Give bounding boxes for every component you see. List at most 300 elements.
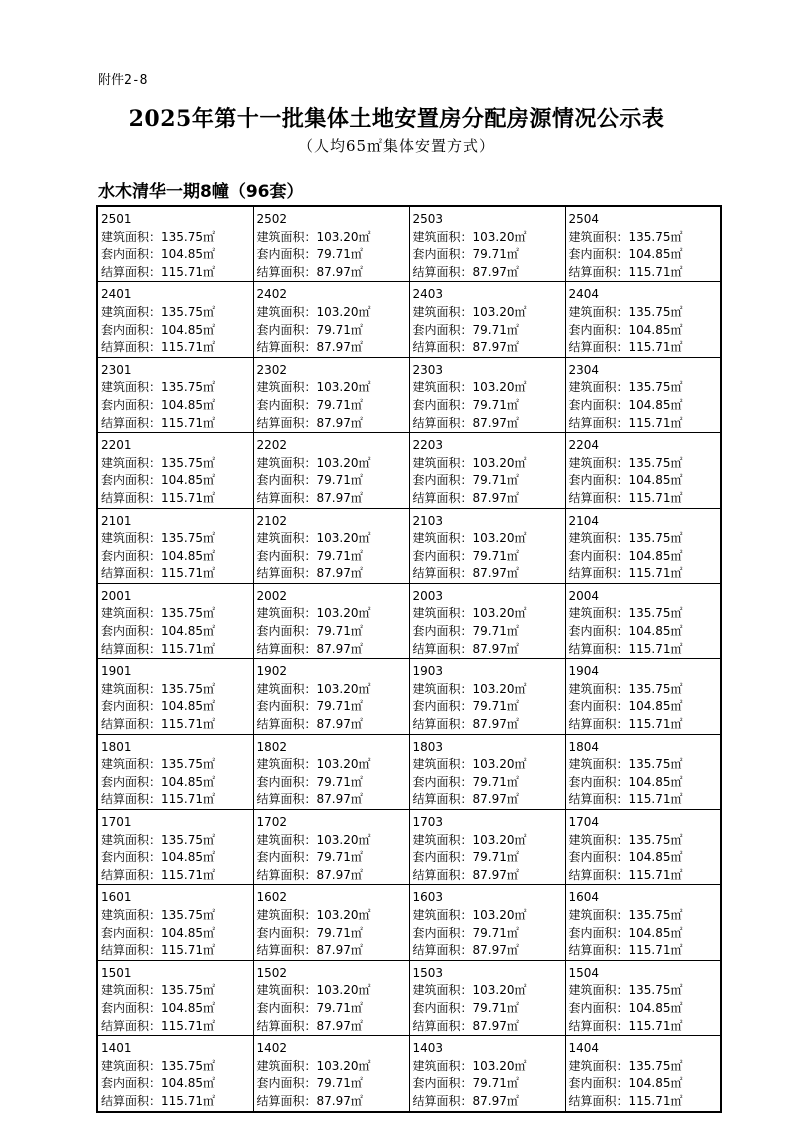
- settlement-area-value: 87.97㎡: [472, 717, 519, 732]
- unit-cell: [253, 206, 409, 282]
- room-number: 1701: [101, 815, 132, 829]
- settlement-area-label: 结算面积：: [412, 792, 473, 807]
- interior-area-value: 79.71㎡: [472, 397, 519, 412]
- settlement-area-label: 结算面积：: [101, 641, 162, 656]
- settlement-area-label: 结算面积：: [412, 415, 473, 430]
- building-area-line: [569, 455, 721, 473]
- settlement-area-label: 结算面积：: [568, 943, 629, 958]
- interior-area-value: 79.71㎡: [472, 850, 519, 865]
- room-number: 2202: [256, 438, 288, 453]
- settlement-area-label: 结算面积：: [256, 340, 317, 355]
- interior-area-line: [257, 1075, 409, 1093]
- unit-cell: [565, 508, 721, 583]
- interior-area-value: 104.85㎡: [628, 322, 683, 337]
- interior-area-line: [569, 1000, 721, 1018]
- settlement-area-label: 结算面积：: [101, 1018, 162, 1033]
- unit-cell: [97, 960, 253, 1035]
- interior-area-line: [257, 322, 409, 340]
- room-number: 1403: [412, 1041, 444, 1056]
- settlement-area-line: [257, 791, 409, 809]
- building-area-line: [569, 304, 721, 322]
- building-area-value: 103.20㎡: [472, 681, 527, 696]
- unit-cell: [97, 206, 253, 282]
- building-area-line: [413, 756, 565, 774]
- building-area-line: [569, 229, 721, 247]
- interior-area-label: 套内面积：: [568, 473, 629, 488]
- interior-area-label: 套内面积：: [568, 850, 629, 865]
- room-number: 2101: [101, 513, 132, 528]
- building-area-value: 103.20㎡: [316, 907, 371, 922]
- building-area-line: [101, 455, 253, 473]
- interior-area-value: 104.85㎡: [628, 473, 683, 488]
- settlement-area-line: [101, 415, 253, 433]
- room-number: 1502: [256, 965, 288, 980]
- interior-area-line: [101, 849, 253, 867]
- building-area-line: [101, 530, 253, 548]
- settlement-area-label: 结算面积：: [101, 490, 162, 505]
- building-area-value: 135.75㎡: [161, 1058, 216, 1073]
- settlement-area-label: 结算面积：: [101, 415, 162, 430]
- table-row: [97, 282, 721, 357]
- settlement-area-value: 87.97㎡: [316, 566, 363, 581]
- settlement-area-value: 87.97㎡: [316, 415, 363, 430]
- building-area-value: 135.75㎡: [628, 229, 683, 244]
- building-area-label: 建筑面积：: [101, 455, 162, 470]
- interior-area-line: [101, 1075, 253, 1093]
- room-number: 1802: [256, 739, 288, 754]
- settlement-area-line: [101, 264, 253, 282]
- settlement-area-line: [413, 490, 565, 508]
- interior-area-value: 79.71㎡: [316, 925, 363, 940]
- settlement-area-value: 115.71㎡: [628, 415, 683, 430]
- settlement-area-value: 115.71㎡: [161, 490, 216, 505]
- settlement-area-line: [569, 641, 721, 659]
- settlement-area-value: 115.71㎡: [161, 1018, 216, 1033]
- settlement-area-line: [569, 1093, 721, 1111]
- settlement-area-value: 87.97㎡: [316, 717, 363, 732]
- building-area-label: 建筑面积：: [568, 1058, 629, 1073]
- interior-area-label: 套内面积：: [412, 473, 473, 488]
- settlement-area-label: 结算面积：: [568, 1018, 629, 1033]
- settlement-area-value: 115.71㎡: [628, 792, 683, 807]
- settlement-area-label: 结算面积：: [412, 1018, 473, 1033]
- building-area-value: 135.75㎡: [628, 907, 683, 922]
- building-area-line: [569, 756, 721, 774]
- settlement-area-label: 结算面积：: [256, 490, 317, 505]
- settlement-area-value: 87.97㎡: [472, 792, 519, 807]
- unit-cell: [565, 206, 721, 282]
- building-area-label: 建筑面积：: [256, 229, 317, 244]
- settlement-area-label: 结算面积：: [568, 867, 629, 882]
- building-area-line: [101, 982, 253, 1000]
- building-area-value: 135.75㎡: [161, 380, 216, 395]
- building-area-line: [101, 304, 253, 322]
- room-number: 1501: [101, 965, 132, 980]
- interior-area-label: 套内面积：: [101, 322, 162, 337]
- building-area-line: [413, 304, 565, 322]
- interior-area-label: 套内面积：: [412, 1000, 473, 1015]
- room-number: 2203: [412, 438, 444, 453]
- building-area-label: 建筑面积：: [101, 1058, 162, 1073]
- building-area-value: 135.75㎡: [628, 681, 683, 696]
- settlement-area-value: 87.97㎡: [316, 792, 363, 807]
- building-area-line: [101, 907, 253, 925]
- settlement-area-label: 结算面积：: [101, 340, 162, 355]
- building-area-value: 135.75㎡: [628, 832, 683, 847]
- building-area-line: [569, 982, 721, 1000]
- interior-area-label: 套内面积：: [101, 473, 162, 488]
- building-area-line: [413, 681, 565, 699]
- settlement-area-label: 结算面积：: [412, 943, 473, 958]
- building-area-label: 建筑面积：: [101, 531, 162, 546]
- building-area-value: 135.75㎡: [628, 1058, 683, 1073]
- interior-area-label: 套内面积：: [256, 624, 317, 639]
- interior-area-value: 104.85㎡: [161, 624, 216, 639]
- interior-area-label: 套内面积：: [256, 699, 317, 714]
- unit-cell: [409, 583, 565, 658]
- building-area-label: 建筑面积：: [101, 229, 162, 244]
- interior-area-value: 104.85㎡: [628, 850, 683, 865]
- building-area-value: 103.20㎡: [472, 606, 527, 621]
- building-area-label: 建筑面积：: [568, 757, 629, 772]
- unit-cell: [97, 282, 253, 357]
- interior-area-value: 79.71㎡: [316, 247, 363, 262]
- settlement-area-value: 87.97㎡: [472, 340, 519, 355]
- settlement-area-label: 结算面积：: [256, 717, 317, 732]
- interior-area-label: 套内面积：: [256, 774, 317, 789]
- building-area-label: 建筑面积：: [412, 983, 473, 998]
- interior-area-label: 套内面积：: [256, 397, 317, 412]
- settlement-area-value: 87.97㎡: [316, 1093, 363, 1108]
- building-area-label: 建筑面积：: [101, 832, 162, 847]
- building-area-value: 103.20㎡: [316, 380, 371, 395]
- interior-area-line: [413, 623, 565, 641]
- room-number: 2304: [568, 362, 600, 377]
- settlement-area-value: 115.71㎡: [628, 867, 683, 882]
- building-area-line: [257, 304, 409, 322]
- room-number: 2003: [412, 588, 444, 603]
- interior-area-line: [101, 698, 253, 716]
- settlement-area-line: [101, 716, 253, 734]
- building-area-label: 建筑面积：: [101, 907, 162, 922]
- unit-cell: [565, 810, 721, 885]
- interior-area-value: 104.85㎡: [161, 1076, 216, 1091]
- page-title: 2025年第十一批集体土地安置房分配房源情况公示表: [128, 106, 665, 132]
- building-area-label: 建筑面积：: [412, 304, 473, 319]
- interior-area-label: 套内面积：: [568, 624, 629, 639]
- interior-area-label: 套内面积：: [256, 850, 317, 865]
- interior-area-label: 套内面积：: [568, 247, 629, 262]
- building-area-value: 103.20㎡: [472, 983, 527, 998]
- settlement-area-line: [101, 565, 253, 583]
- settlement-area-value: 115.71㎡: [161, 264, 216, 279]
- interior-area-label: 套内面积：: [101, 699, 162, 714]
- building-area-line: [257, 455, 409, 473]
- interior-area-line: [569, 849, 721, 867]
- building-area-label: 建筑面积：: [256, 531, 317, 546]
- interior-area-label: 套内面积：: [256, 247, 317, 262]
- settlement-area-label: 结算面积：: [101, 264, 162, 279]
- settlement-area-value: 115.71㎡: [161, 415, 216, 430]
- unit-cell: [253, 1036, 409, 1112]
- settlement-area-line: [257, 1093, 409, 1111]
- settlement-area-label: 结算面积：: [256, 415, 317, 430]
- settlement-area-line: [413, 565, 565, 583]
- unit-cell: [97, 885, 253, 960]
- interior-area-line: [101, 322, 253, 340]
- settlement-area-value: 115.71㎡: [161, 943, 216, 958]
- settlement-area-label: 结算面积：: [256, 264, 317, 279]
- table-row: [97, 885, 721, 960]
- room-number: 1901: [101, 664, 132, 679]
- room-number: 2501: [101, 212, 132, 226]
- unit-cell: [409, 659, 565, 734]
- building-area-value: 135.75㎡: [628, 983, 683, 998]
- interior-area-line: [257, 849, 409, 867]
- room-number: 1902: [256, 664, 288, 679]
- building-area-label: 建筑面积：: [412, 380, 473, 395]
- unit-cell: [565, 659, 721, 734]
- interior-area-label: 套内面积：: [568, 1000, 629, 1015]
- housing-table: [96, 205, 722, 1113]
- building-area-line: [257, 832, 409, 850]
- building-area-value: 135.75㎡: [628, 380, 683, 395]
- building-area-line: [569, 907, 721, 925]
- interior-area-line: [257, 925, 409, 943]
- building-area-value: 103.20㎡: [316, 983, 371, 998]
- building-area-value: 103.20㎡: [472, 907, 527, 922]
- building-area-line: [413, 530, 565, 548]
- table-row: [97, 960, 721, 1035]
- room-number: 2201: [101, 438, 132, 453]
- building-area-line: [257, 530, 409, 548]
- unit-cell: [253, 659, 409, 734]
- interior-area-label: 套内面积：: [101, 1000, 162, 1015]
- settlement-area-label: 结算面积：: [101, 792, 162, 807]
- table-row: [97, 810, 721, 885]
- interior-area-value: 79.71㎡: [316, 1076, 363, 1091]
- interior-area-label: 套内面积：: [568, 548, 629, 563]
- unit-cell: [565, 282, 721, 357]
- building-area-value: 135.75㎡: [161, 606, 216, 621]
- table-row: [97, 1036, 721, 1112]
- settlement-area-value: 115.71㎡: [628, 943, 683, 958]
- settlement-area-label: 结算面积：: [412, 867, 473, 882]
- unit-cell: [253, 810, 409, 885]
- settlement-area-value: 115.71㎡: [161, 717, 216, 732]
- interior-area-label: 套内面积：: [101, 774, 162, 789]
- unit-cell: [409, 960, 565, 1035]
- settlement-area-line: [101, 942, 253, 960]
- building-area-value: 103.20㎡: [316, 455, 371, 470]
- building-area-line: [413, 982, 565, 1000]
- building-area-label: 建筑面积：: [412, 907, 473, 922]
- interior-area-value: 104.85㎡: [628, 1000, 683, 1015]
- settlement-area-value: 87.97㎡: [472, 867, 519, 882]
- settlement-area-value: 115.71㎡: [628, 566, 683, 581]
- interior-area-value: 104.85㎡: [628, 624, 683, 639]
- interior-area-value: 79.71㎡: [316, 322, 363, 337]
- building-area-label: 建筑面积：: [256, 983, 317, 998]
- building-area-value: 135.75㎡: [628, 531, 683, 546]
- interior-area-line: [101, 472, 253, 490]
- settlement-area-label: 结算面积：: [568, 1093, 629, 1108]
- settlement-area-line: [569, 942, 721, 960]
- settlement-area-label: 结算面积：: [568, 264, 629, 279]
- room-number: 1404: [568, 1041, 600, 1056]
- interior-area-line: [413, 397, 565, 415]
- building-area-value: 135.75㎡: [161, 681, 216, 696]
- unit-cell: [97, 1036, 253, 1112]
- interior-area-value: 79.71㎡: [316, 548, 363, 563]
- interior-area-label: 套内面积：: [101, 1076, 162, 1091]
- settlement-area-label: 结算面积：: [256, 943, 317, 958]
- interior-area-line: [569, 623, 721, 641]
- settlement-area-line: [569, 264, 721, 282]
- building-area-label: 建筑面积：: [568, 229, 629, 244]
- settlement-area-line: [101, 1093, 253, 1111]
- room-number: 1402: [256, 1041, 288, 1056]
- room-number: 1803: [412, 739, 444, 754]
- unit-cell: [409, 885, 565, 960]
- settlement-area-label: 结算面积：: [568, 717, 629, 732]
- interior-area-label: 套内面积：: [101, 397, 162, 412]
- interior-area-value: 104.85㎡: [628, 699, 683, 714]
- room-number: 2001: [101, 588, 132, 603]
- settlement-area-line: [101, 867, 253, 885]
- unit-cell: [97, 659, 253, 734]
- settlement-area-line: [413, 264, 565, 282]
- settlement-area-label: 结算面积：: [412, 641, 473, 656]
- building-area-label: 建筑面积：: [101, 380, 162, 395]
- room-number: 1801: [101, 739, 132, 754]
- building-area-value: 135.75㎡: [161, 455, 216, 470]
- interior-area-value: 79.71㎡: [472, 1000, 519, 1015]
- interior-area-label: 套内面积：: [101, 925, 162, 940]
- settlement-area-value: 115.71㎡: [628, 264, 683, 279]
- building-area-label: 建筑面积：: [568, 907, 629, 922]
- room-number: 2403: [412, 287, 444, 302]
- settlement-area-value: 115.71㎡: [628, 340, 683, 355]
- interior-area-line: [101, 774, 253, 792]
- building-area-line: [413, 229, 565, 247]
- building-area-label: 建筑面积：: [412, 832, 473, 847]
- building-area-value: 135.75㎡: [628, 757, 683, 772]
- settlement-area-line: [101, 339, 253, 357]
- building-area-line: [101, 379, 253, 397]
- room-number: 1804: [568, 739, 600, 754]
- settlement-area-line: [257, 942, 409, 960]
- interior-area-label: 套内面积：: [256, 548, 317, 563]
- settlement-area-label: 结算面积：: [256, 566, 317, 581]
- interior-area-label: 套内面积：: [256, 473, 317, 488]
- building-area-value: 135.75㎡: [628, 606, 683, 621]
- unit-cell: [565, 357, 721, 432]
- interior-area-line: [569, 397, 721, 415]
- settlement-area-value: 87.97㎡: [316, 867, 363, 882]
- room-number: 2502: [256, 212, 288, 226]
- building-area-label: 建筑面积：: [101, 304, 162, 319]
- interior-area-label: 套内面积：: [412, 548, 473, 563]
- building-area-label: 建筑面积：: [101, 681, 162, 696]
- unit-cell: [97, 734, 253, 809]
- settlement-area-line: [413, 942, 565, 960]
- interior-area-line: [569, 548, 721, 566]
- unit-cell: [565, 885, 721, 960]
- settlement-area-line: [569, 1018, 721, 1036]
- building-area-line: [413, 1058, 565, 1076]
- building-area-value: 103.20㎡: [472, 380, 527, 395]
- interior-area-line: [413, 322, 565, 340]
- interior-area-label: 套内面积：: [568, 397, 629, 412]
- room-number: 2504: [568, 212, 600, 226]
- interior-area-value: 104.85㎡: [161, 548, 216, 563]
- interior-area-value: 104.85㎡: [628, 774, 683, 789]
- settlement-area-line: [413, 791, 565, 809]
- interior-area-value: 79.71㎡: [472, 247, 519, 262]
- interior-area-line: [413, 548, 565, 566]
- settlement-area-value: 87.97㎡: [316, 340, 363, 355]
- interior-area-line: [101, 1000, 253, 1018]
- settlement-area-line: [257, 264, 409, 282]
- table-row: [97, 659, 721, 734]
- settlement-area-line: [101, 641, 253, 659]
- room-number: 1604: [568, 890, 600, 905]
- interior-area-line: [569, 925, 721, 943]
- settlement-area-label: 结算面积：: [568, 415, 629, 430]
- interior-area-line: [413, 246, 565, 264]
- interior-area-label: 套内面积：: [412, 624, 473, 639]
- building-area-label: 建筑面积：: [568, 832, 629, 847]
- room-number: 1602: [256, 890, 288, 905]
- settlement-area-value: 87.97㎡: [472, 490, 519, 505]
- building-area-label: 建筑面积：: [412, 531, 473, 546]
- building-area-line: [257, 907, 409, 925]
- interior-area-value: 104.85㎡: [161, 397, 216, 412]
- building-area-value: 103.20㎡: [472, 1058, 527, 1073]
- interior-area-label: 套内面积：: [256, 925, 317, 940]
- unit-cell: [409, 810, 565, 885]
- unit-cell: [97, 583, 253, 658]
- building-area-line: [569, 379, 721, 397]
- interior-area-line: [257, 698, 409, 716]
- unit-cell: [253, 885, 409, 960]
- building-area-line: [257, 1058, 409, 1076]
- room-number: 2301: [101, 362, 132, 377]
- building-area-label: 建筑面积：: [412, 681, 473, 696]
- room-number: 1603: [412, 890, 444, 905]
- building-area-line: [257, 379, 409, 397]
- settlement-area-label: 结算面积：: [568, 340, 629, 355]
- settlement-area-line: [569, 339, 721, 357]
- interior-area-value: 79.71㎡: [472, 322, 519, 337]
- unit-cell: [97, 508, 253, 583]
- interior-area-value: 104.85㎡: [628, 247, 683, 262]
- building-area-line: [101, 605, 253, 623]
- settlement-area-label: 结算面积：: [101, 1093, 162, 1108]
- building-area-value: 103.20㎡: [316, 681, 371, 696]
- unit-cell: [409, 508, 565, 583]
- interior-area-value: 79.71㎡: [472, 624, 519, 639]
- settlement-area-label: 结算面积：: [412, 340, 473, 355]
- unit-cell: [409, 282, 565, 357]
- interior-area-line: [257, 397, 409, 415]
- interior-area-line: [413, 472, 565, 490]
- unit-cell: [253, 433, 409, 508]
- room-number: 2303: [412, 362, 444, 377]
- interior-area-label: 套内面积：: [101, 548, 162, 563]
- settlement-area-value: 87.97㎡: [316, 1018, 363, 1033]
